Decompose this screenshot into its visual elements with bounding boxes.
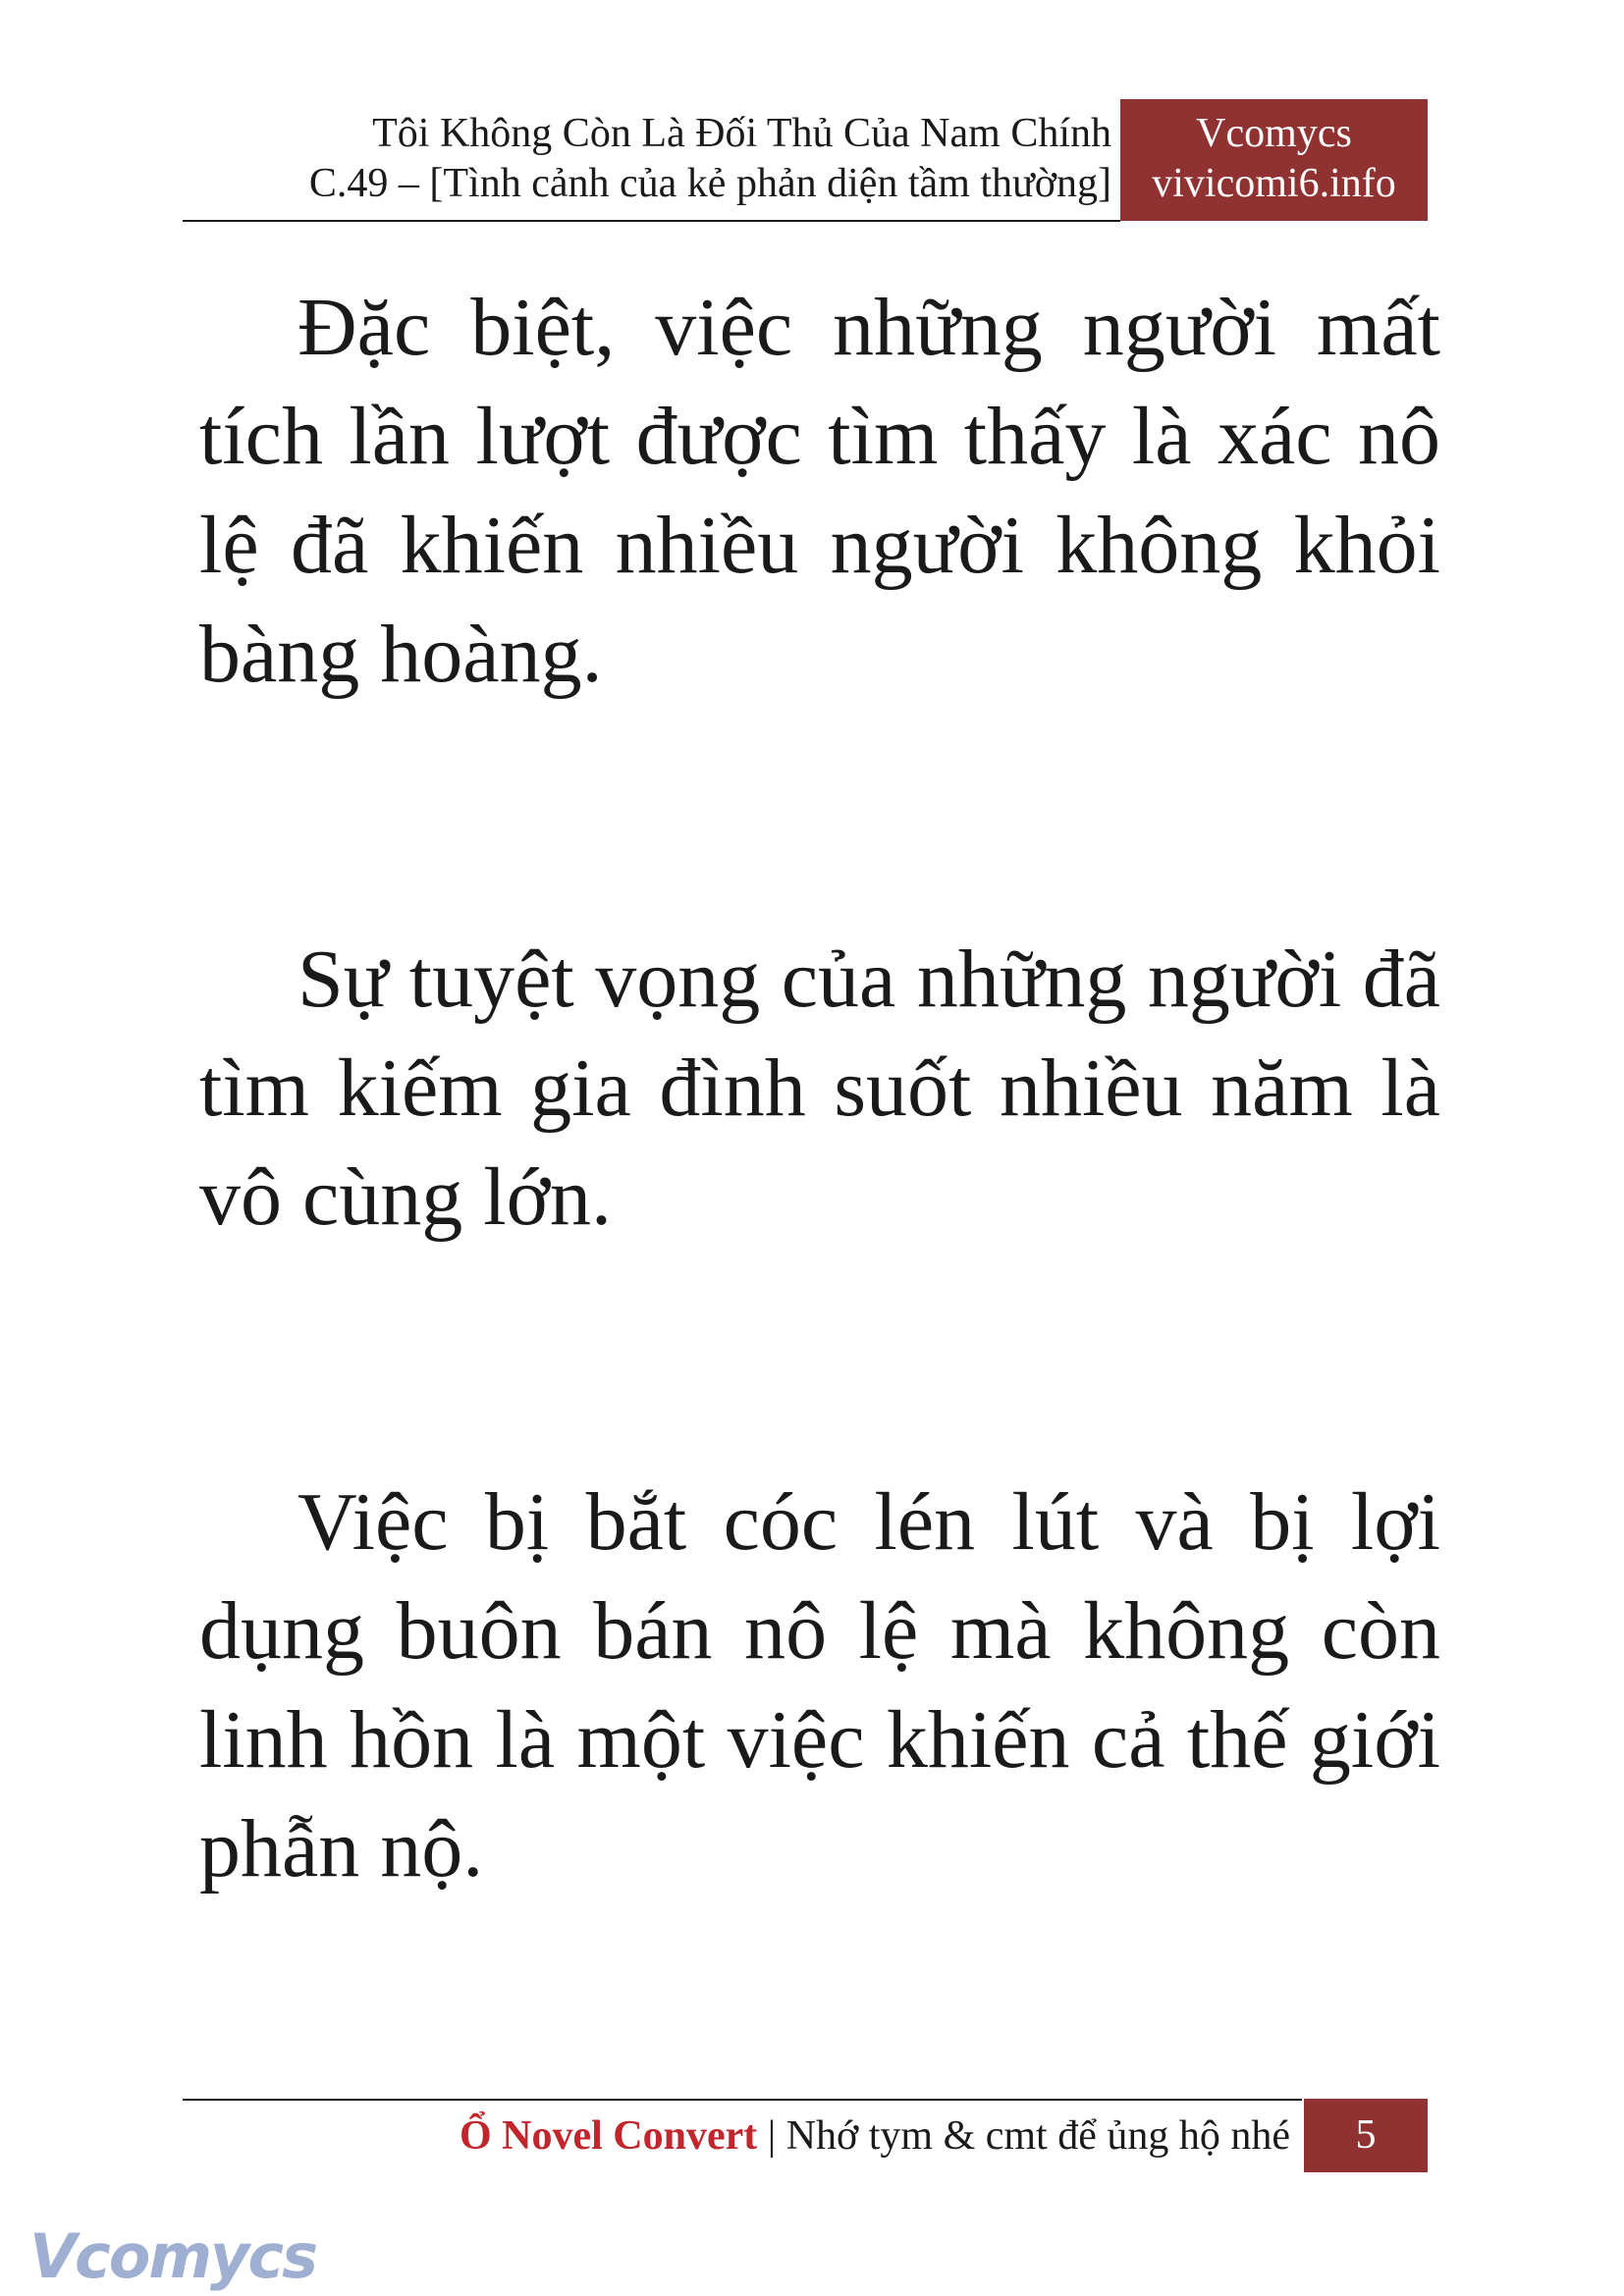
site-badge (1120, 99, 1428, 221)
page-number: 5 (1304, 2099, 1428, 2172)
chapter-title: C.49 – [Tình cảnh của kẻ phản diện tầm thường] (308, 161, 1111, 206)
header-text-block (309, 109, 1111, 209)
paragraph: Đặc biệt, việc những người mất tích lần lượt được tìm thấy là xác nô lệ đã khiến nhiều người không khỏi bàng hoàng. (199, 282, 1440, 700)
page-header (183, 99, 1428, 221)
page-footer (183, 2099, 1428, 2172)
footer-text (460, 2110, 1290, 2162)
site-url: vivicomi6.info (1152, 161, 1396, 206)
footer-divider (183, 2099, 1302, 2101)
header-divider (183, 220, 1120, 222)
paragraph: Việc bị bắt cóc lén lút và bị lợi dụng buôn bán nô lệ mà không còn linh hồn là một việc khiến cả thế giới phẫn nộ. (199, 1476, 1440, 1895)
site-name: Vcomycs (1196, 111, 1352, 156)
footer-separator: | (767, 2113, 777, 2159)
book-title: Tôi Không Còn Là Đối Thủ Của Nam Chính (372, 111, 1111, 156)
footer-brand: Ổ Novel Convert (459, 2113, 758, 2159)
paragraph: Sự tuyệt vọng của những người đã tìm kiếm gia đình suốt nhiều năm là vô cùng lớn. (199, 934, 1440, 1243)
footer-message: Nhớ tym & cmt để ủng hộ nhé (785, 2113, 1290, 2159)
watermark-logo: Vcomycs (29, 2220, 317, 2292)
page-body (199, 273, 1440, 2119)
